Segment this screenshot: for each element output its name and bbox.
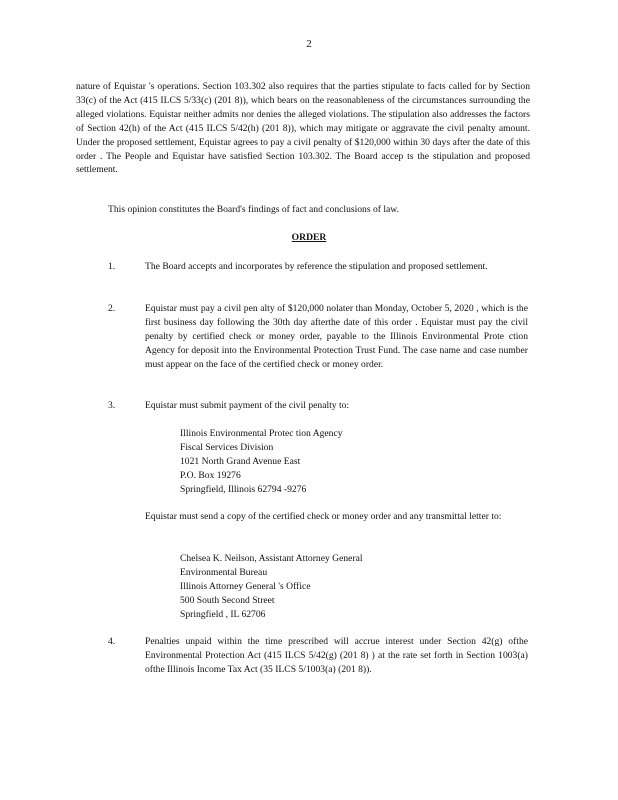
order-item-text: Equistar must submit payment of the civil penalty to: [145,400,350,411]
copy-address [180,552,480,622]
address-line: Environmental Bureau [180,566,268,578]
order-item-text: The Board accepts and incorporates by reference the stipulation and proposed settlement. [145,261,488,272]
order-item-number: 3. [108,400,116,411]
address-line: P.O. Box 19276 [180,469,241,481]
order-item-text: Equistar must pay a civil pen alty of $120,000 nolater than Monday, October 5, 2020 , which is the first business day following the 30th day afterthe date of this order . Equistar must pay the civil penalty by certified check or money order, payable to the Illinois Environmental Prote ction Agency for deposit into the Environmental Protection Trust Fund. The case name and case number must appear on the face of the certified check or money order. [145,303,528,370]
order-item-number: 1. [108,261,116,272]
order-item-text: Penalties unpaid within the time prescribed will accrue interest under Section 42(g) ofthe Environmental Protection Act (415 ILCS 5/42(g) (201 8) ) at the rate set forth in Section 1003(a) ofthe Illinois Income Tax Act (35 ILCS 5/1003(a) (201 8)). [145,636,528,675]
address-line: 1021 North Grand Avenue East [180,455,301,467]
payment-address [180,427,480,497]
address-line: Chelsea K. Neilson, Assistant Attorney General [180,553,363,564]
findings-paragraph: This opinion constitutes the Board's findings of fact and conclusions of law. [108,204,400,215]
address-line: Springfield, Illinois 62794 -9276 [180,483,307,495]
order-heading-text: ORDER [291,232,327,243]
page-number: 2 [306,38,312,50]
intro-paragraph: nature of Equistar 's operations. Section 103.302 also requires that the parties stipulate to facts called for by Section 33(c) of the Act (415 ILCS 5/33(c) (201 8)), which bears on the reasonableness of the circumstances surrounding the alleged violations. Equistar neither admits nor denies the alleged violations. The stipulation also addresses the factors of Section 42(h) of the Act (415 ILCS 5/42(h) (201 8)), which may mitigate or aggravate the civil penalty amount. Under the proposed settlement, Equistar agrees to pay a civil penalty of $120,000 within 30 days after the date of this order . The People and Equistar have satisfied Section 103.302. The Board accep ts the stipulation and proposed settlement. [76,81,530,176]
address-line: Illinois Environmental Protec tion Agency [180,428,343,439]
order-heading [0,232,618,243]
order-item-number: 4. [108,636,116,647]
address-line: Springfield , IL 62706 [180,608,266,620]
copy-instruction: Equistar must send a copy of the certified check or money order and any transmittal letter to: [145,511,502,522]
address-line: 500 South Second Street [180,594,275,606]
address-line: Illinois Attorney General 's Office [180,580,311,592]
address-line: Fiscal Services Division [180,441,274,453]
order-item-number: 2. [108,303,116,314]
